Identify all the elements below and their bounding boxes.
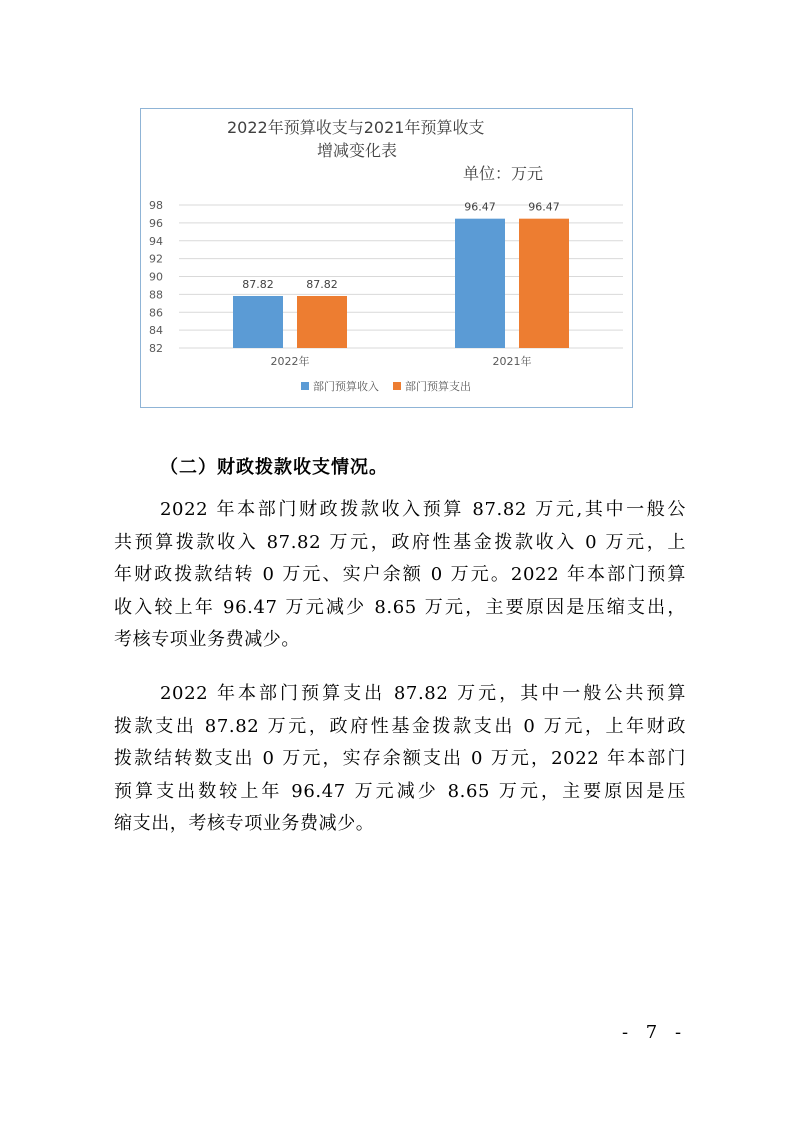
chart-title-line2: 增减变化表 xyxy=(317,141,398,160)
legend-swatch xyxy=(301,382,309,390)
paragraph-line: 2022 年本部门预算支出 87.82 万元，其中一般公共预算 xyxy=(160,683,686,704)
chart-unit-label: 单位：万元 xyxy=(463,164,544,183)
bar xyxy=(297,296,347,348)
bar xyxy=(233,296,283,348)
data-label: 96.47 xyxy=(464,200,496,214)
budget-chart xyxy=(140,108,633,408)
x-tick-label: 2021年 xyxy=(492,355,532,368)
bar xyxy=(519,219,569,348)
paragraph-line: 2022 年本部门财政拨款收入预算 87.82 万元,其中一般公 xyxy=(160,499,686,520)
y-tick-label: 82 xyxy=(149,342,163,355)
y-tick-label: 90 xyxy=(149,270,163,284)
paragraph-line: 共预算拨款收入 87.82 万元，政府性基金拨款收入 0 万元，上 xyxy=(114,531,686,553)
bar xyxy=(455,219,505,348)
paragraph-line: 年财政拨款结转 0 万元、实户余额 0 万元。2022 年本部门预算 xyxy=(114,564,686,585)
page-number: - 7 - xyxy=(622,1022,688,1043)
x-tick-label: 2022年 xyxy=(270,355,310,368)
data-label: 87.82 xyxy=(306,277,338,291)
y-tick-label: 92 xyxy=(149,252,163,266)
section-heading: （二）财政拨款收支情况。 xyxy=(160,457,388,478)
paragraph-line: 缩支出，考核专项业务费减少。 xyxy=(114,813,375,834)
paragraph-line: 拨款支出 87.82 万元，政府性基金拨款支出 0 万元，上年财政 xyxy=(114,715,686,737)
data-label: 87.82 xyxy=(242,277,274,291)
data-label: 96.47 xyxy=(528,200,560,214)
paragraph-line: 拨款结转数支出 0 万元，实存余额支出 0 万元，2022 年本部门 xyxy=(114,748,686,769)
legend-label: 部门预算支出 xyxy=(405,380,471,393)
paragraph-expenditure xyxy=(114,678,686,841)
y-tick-label: 94 xyxy=(149,234,163,248)
y-tick-label: 84 xyxy=(149,324,163,338)
legend-swatch xyxy=(393,382,401,390)
y-tick-label: 96 xyxy=(149,216,163,230)
chart-title-line1: 2022年预算收支与2021年预算收支 xyxy=(227,118,485,137)
y-tick-label: 88 xyxy=(149,288,163,302)
paragraph-line: 收入较上年 96.47 万元减少 8.65 万元，主要原因是压缩支出， xyxy=(114,596,686,618)
paragraph-line: 预算支出数较上年 96.47 万元减少 8.65 万元，主要原因是压 xyxy=(114,780,686,802)
y-tick-label: 98 xyxy=(149,199,163,212)
paragraph-revenue xyxy=(114,494,686,657)
legend-label: 部门预算收入 xyxy=(313,380,379,393)
paragraph-line: 考核专项业务费减少。 xyxy=(114,629,300,650)
chart-plot-area xyxy=(141,109,632,407)
y-tick-label: 86 xyxy=(149,306,163,320)
